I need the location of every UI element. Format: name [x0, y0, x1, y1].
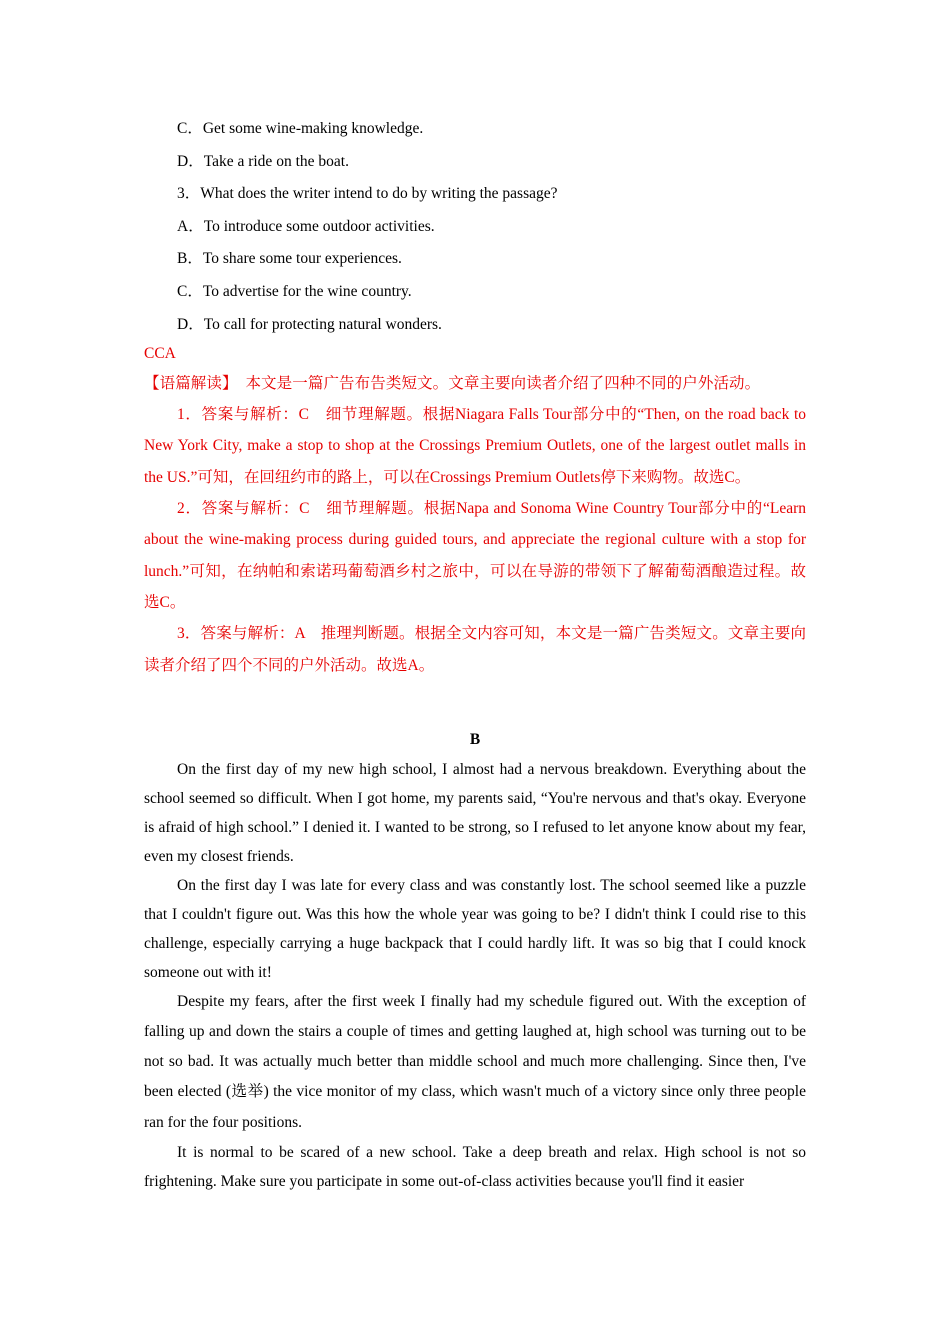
document-page: [144, 113, 806, 1196]
analysis-heading: 【语篇解读】 本文是一篇广告布告类短文。文章主要向读者介绍了四种不同的户外活动。: [144, 375, 761, 393]
question-3-option-a: A．To introduce some outdoor activities.: [177, 217, 435, 235]
question-3-stem: 3．What does the writer intend to do by writing the passage?: [177, 185, 558, 203]
passage-paragraph-4: It is normal to be scared of a new school. Take a deep breath and relax. High school is not so frightening. Make sure you participate in some out-of-class activities because you'll find it easier: [144, 1143, 806, 1190]
analysis-item-2: 2．答案与解析：C 细节理解题。根据Napa and Sonoma Wine Country Tour部分中的“Learn about the wine-making process during guided tours, and appreciate the regional culture with a stop for lunch.”可知，在纳帕和索诺玛葡萄酒乡村之旅中，可以在导游的带领下了解葡萄酒酿造过程。故选C。: [144, 500, 806, 611]
option-d-q2: D．Take a ride on the boat.: [177, 152, 349, 170]
analysis-item-1: 1．答案与解析：C 细节理解题。根据Niagara Falls Tour部分中的“Then, on the road back to New York City, make a stop to shop at the Crossings Premium Outlets, one of the largest outlet malls in the US.”可知，在回纽约市的路上，可以在Crossings Premium Outlets停下来购物。故选C。: [144, 406, 806, 486]
option-c-q2: C．Get some wine-making knowledge.: [177, 120, 424, 137]
passage-paragraph-3: Despite my fears, after the first week I finally had my schedule figured out. With the exception of falling up and down the stairs a couple of times and getting laughed at, high school was turning out to be not so bad. It was actually much better than middle school and much more challenging. Since then, I've been elected (选举) the vice monitor of my class, which wasn't much of a victory since only three people ran for the four positions.: [144, 992, 806, 1131]
question-3-option-b: B．To share some tour experiences.: [177, 250, 402, 268]
question-3-option-d: D．To call for protecting natural wonders.: [177, 315, 442, 333]
passage-paragraph-1: On the first day of my new high school, I almost had a nervous breakdown. Everything about the school seemed so difficult. When I got home, my parents said, “You're nervous and that's okay. Everyone is afraid of high school.” I denied it. I wanted to be strong, so I refused to let anyone know about my fear, even my closest friends.: [144, 760, 806, 865]
analysis-item-3: 3．答案与解析：A 推理判断题。根据全文内容可知，本文是一篇广告类短文。文章主要向读者介绍了四个不同的户外活动。故选A。: [144, 625, 806, 674]
section-b-title: B: [469, 730, 481, 748]
question-3-option-c: C．To advertise for the wine country.: [177, 282, 412, 300]
passage-paragraph-2: On the first day I was late for every class and was constantly lost. The school seemed like a puzzle that I couldn't figure out. Was this how the whole year was going to be? I didn't think I could rise to this challenge, especially carrying a huge backpack that I could hardly lift. It was so big that I could knock someone out with it!: [144, 876, 806, 981]
answer-key: CCA: [144, 345, 176, 363]
